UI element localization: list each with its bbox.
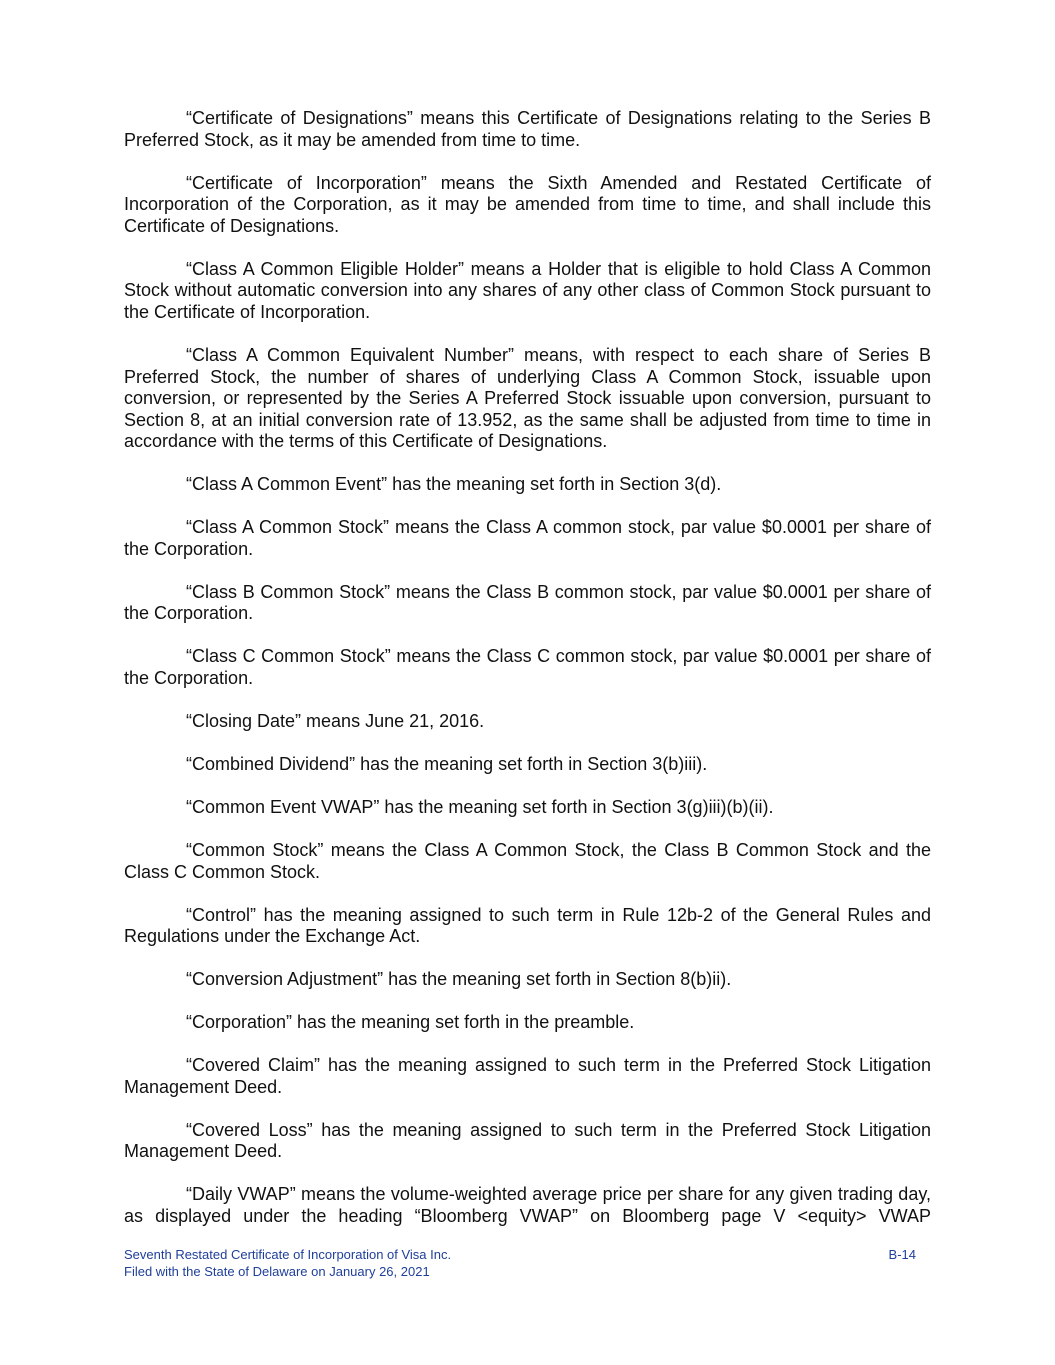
page-footer: [124, 1247, 916, 1280]
definition-class-b-common-stock: “Class B Common Stock” means the Class B common stock, par value $0.0001 per share of the Corporation.: [124, 581, 931, 624]
definition-common-event-vwap: “Common Event VWAP” has the meaning set forth in Section 3(g)iii)(b)(ii).: [186, 796, 774, 817]
definition-covered-loss: “Covered Loss” has the meaning assigned to such term in the Preferred Stock Litigation Management Deed.: [124, 1119, 931, 1162]
footer-document-title: Seventh Restated Certificate of Incorporation of Visa Inc.: [124, 1247, 452, 1262]
definition-class-a-common-eligible-holder: “Class A Common Eligible Holder” means a Holder that is eligible to hold Class A Common Stock without automatic conversion into any shares of any other class of Common Stock pursuant to the Certificate of Incorporation.: [124, 258, 931, 322]
definition-certificate-of-incorporation: “Certificate of Incorporation” means the Sixth Amended and Restated Certificate of Incorporation of the Corporation, as it may be amended from time to time, and shall include this Certificate of Designations.: [124, 172, 931, 236]
definition-corporation: “Corporation” has the meaning set forth in the preamble.: [186, 1012, 635, 1033]
definition-control: “Control” has the meaning assigned to such term in Rule 12b-2 of the General Rules and Regulations under the Exchange Act.: [124, 904, 931, 947]
definition-closing-date: “Closing Date” means June 21, 2016.: [186, 711, 485, 731]
definition-covered-claim: “Covered Claim” has the meaning assigned to such term in the Preferred Stock Litigation Management Deed.: [124, 1055, 931, 1097]
footer-filing-note: Filed with the State of Delaware on January 26, 2021: [124, 1263, 430, 1279]
definition-class-a-common-event: “Class A Common Event” has the meaning set forth in Section 3(d).: [186, 474, 722, 495]
footer-document-info: [124, 1247, 451, 1280]
definition-common-stock: “Common Stock” means the Class A Common Stock, the Class B Common Stock and the Class C Common Stock.: [124, 839, 931, 882]
document-body: [124, 108, 931, 1227]
definition-certificate-of-designations: “Certificate of Designations” means this Certificate of Designations relating to the Series B Preferred Stock, as it may be amended from time to time.: [124, 108, 931, 150]
definition-class-a-common-stock: “Class A Common Stock” means the Class A common stock, par value $0.0001 per share of the Corporation.: [124, 517, 931, 559]
definition-daily-vwap: “Daily VWAP” means the volume-weighted average price per share for any given trading day, as displayed under the heading “Bloomberg VWAP” on Bloomberg page V <equity> VWAP: [124, 1184, 931, 1226]
page-number: B-14: [888, 1247, 916, 1262]
definition-combined-dividend: “Combined Dividend” has the meaning set forth in Section 3(b)iii).: [186, 753, 708, 774]
definition-class-c-common-stock: “Class C Common Stock” means the Class C common stock, par value $0.0001 per share of the Corporation.: [124, 646, 931, 689]
definition-conversion-adjustment: “Conversion Adjustment” has the meaning set forth in Section 8(b)ii).: [186, 969, 732, 990]
definition-class-a-common-equivalent-number: “Class A Common Equivalent Number” means, with respect to each share of Series B Preferred Stock, the number of shares of underlying Class A Common Stock, issuable upon conversion, or represented by the Series A Preferred Stock issuable upon conversion, pursuant to Section 8, at an initial conversion rate of 13.952, as the same shall be adjusted from time to time in accordance with the terms of this Certificate of Designations.: [124, 344, 931, 452]
